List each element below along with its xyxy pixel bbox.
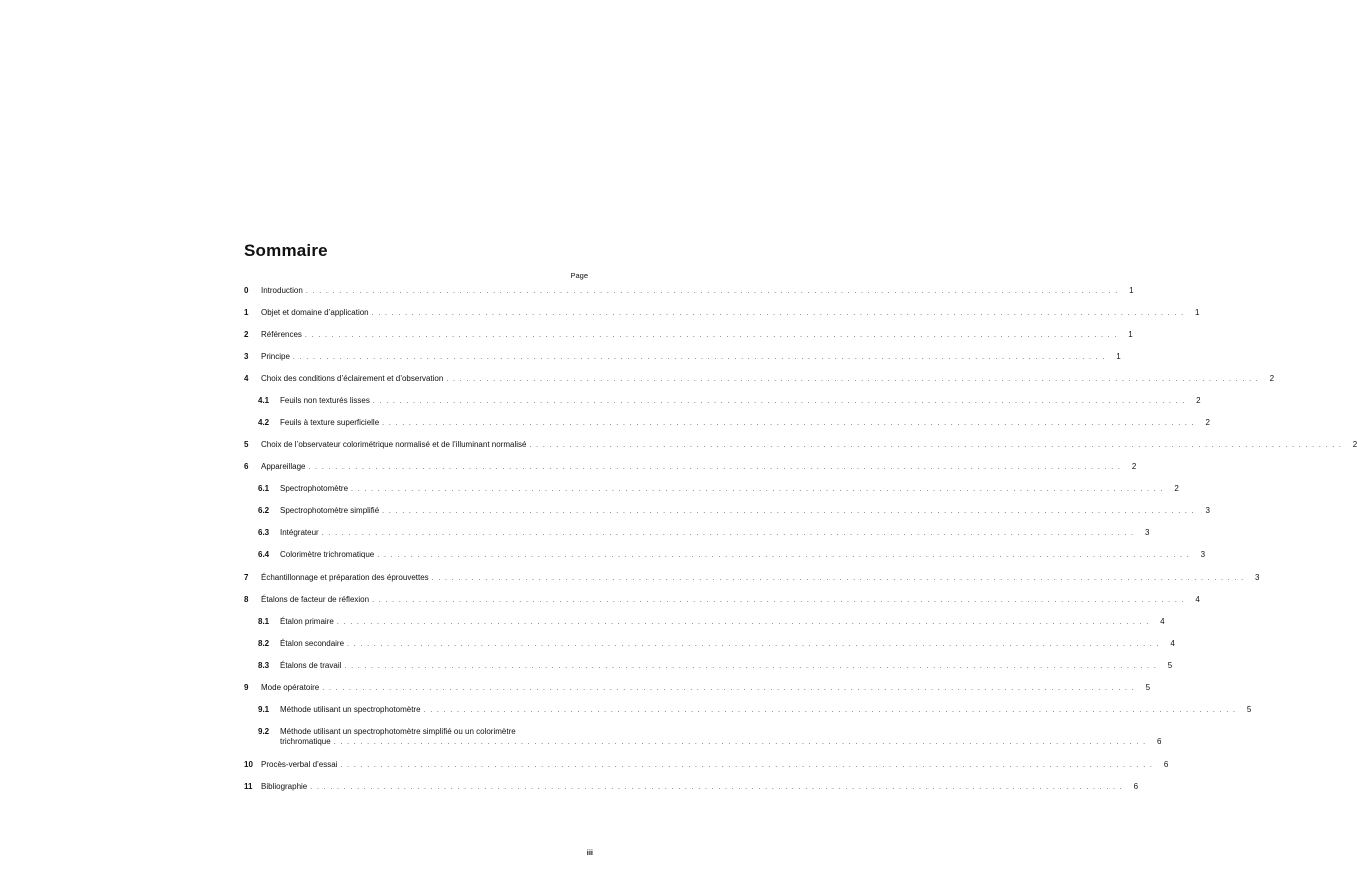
toc-entry-number: 11 — [244, 782, 253, 791]
toc-entry-page: 4 — [1195, 595, 1200, 604]
toc-entry-label: Spectrophotomètre simplifié — [280, 506, 380, 515]
toc-entry — [258, 727, 1162, 749]
toc-entry-label: Spectrophotomètre — [280, 484, 349, 493]
toc-entry-number: 7 — [244, 573, 249, 582]
toc-entry-page: 2 — [1174, 484, 1179, 493]
toc-entry-number: 10 — [244, 760, 253, 769]
toc-entry-label: Échantillonnage et préparation des éprouvettes — [261, 573, 429, 582]
toc-entry-number: 3 — [244, 352, 249, 361]
toc-entry — [258, 484, 1179, 495]
toc-entry — [244, 330, 1133, 341]
toc-entry — [258, 506, 1210, 517]
toc-entry-text — [280, 727, 1161, 748]
dot-leader — [340, 761, 1153, 771]
toc-entry-page: 1 — [1129, 286, 1134, 295]
dot-leader — [310, 783, 1123, 793]
dot-leader — [322, 684, 1135, 694]
toc-entry-page: 3 — [1200, 550, 1206, 559]
toc-entry-label: Feuils à texture superficielle — [280, 418, 380, 427]
toc-entry-label: Étalons de facteur de réflexion — [261, 595, 370, 604]
toc-entry-label-continued: trichromatique — [280, 737, 331, 746]
toc-entry-page: 4 — [1160, 617, 1165, 626]
toc-entry-number: 8.2 — [258, 639, 270, 648]
toc-entry-page: 2 — [1131, 462, 1137, 471]
dot-leader — [351, 485, 1164, 495]
dot-leader — [446, 375, 1259, 385]
toc-entry-number: 8 — [244, 595, 249, 604]
toc-entry-label: Mode opératoire — [261, 683, 320, 692]
toc-entry-number: 9 — [244, 683, 249, 692]
toc-entry-page: 1 — [1194, 308, 1200, 317]
toc-entry-page: 2 — [1205, 418, 1210, 427]
toc-entry-number: 6.1 — [258, 484, 270, 493]
toc-entry-label: Introduction — [261, 286, 303, 295]
toc-entry-label: Bibliographie — [261, 782, 308, 791]
dot-leader — [322, 529, 1135, 539]
dot-leader — [334, 738, 1147, 748]
dot-leader — [424, 706, 1237, 716]
toc-entry-label: Méthode utilisant un spectrophotomètre simplifié ou un colorimètre — [280, 727, 516, 736]
toc-entry — [244, 308, 1200, 319]
toc-entry — [244, 374, 1275, 385]
toc-entry-number: 6 — [244, 462, 249, 471]
toc-entry-label: Références — [261, 330, 302, 339]
toc-entry-page: 3 — [1205, 506, 1210, 515]
toc-entry-number: 8.3 — [258, 661, 270, 670]
toc-entry-label: Méthode utilisant un spectrophotomètre — [280, 705, 421, 714]
toc-entry-label: Étalon primaire — [280, 617, 334, 626]
toc-entry — [244, 573, 1260, 584]
toc-entry-page: 3 — [1255, 573, 1260, 582]
toc-entry-number: 6.4 — [258, 550, 270, 559]
toc-entry-number: 2 — [244, 330, 249, 339]
dot-leader — [372, 309, 1185, 319]
page-column-header: Page — [570, 271, 588, 280]
toc-entry — [258, 550, 1206, 561]
dot-leader — [337, 618, 1150, 628]
toc-entry — [258, 639, 1175, 650]
toc-entry-label: Choix de l’observateur colorimétrique normalisé et de l’illuminant normalisé — [261, 440, 527, 449]
dot-leader — [372, 596, 1185, 606]
toc-entry — [244, 352, 1121, 363]
toc-entry — [258, 617, 1165, 628]
toc-entry-number: 9.1 — [258, 705, 270, 714]
toc-entry-number: 5 — [244, 440, 249, 449]
toc-entry-label: Colorimètre trichromatique — [280, 550, 375, 559]
toc-entry-label: Appareillage — [261, 462, 306, 471]
toc-entry — [244, 760, 1169, 771]
toc-entry — [258, 418, 1210, 429]
toc-entry-number: 4 — [244, 374, 249, 383]
toc-entry-page: 2 — [1196, 396, 1201, 405]
toc-entry — [258, 528, 1150, 539]
dot-leader — [293, 353, 1106, 363]
toc-entry-page: 6 — [1133, 782, 1139, 791]
toc-entry-page: 2 — [1269, 374, 1275, 383]
toc-entry-label: Objet et domaine d’application — [261, 308, 369, 317]
dot-leader — [382, 507, 1195, 517]
toc-entry — [244, 440, 1357, 451]
toc-entry-number: 1 — [244, 308, 249, 317]
toc-entry-label: Principe — [261, 352, 290, 361]
dot-leader — [432, 574, 1245, 584]
page-folio: iii — [586, 848, 593, 857]
toc-entry-number: 4.1 — [258, 396, 270, 405]
toc-entry — [244, 782, 1139, 793]
toc-entry-number: 8.1 — [258, 617, 270, 626]
toc-entry — [244, 595, 1200, 606]
toc-entry-label: Intégrateur — [280, 528, 319, 537]
dot-leader — [382, 419, 1195, 429]
toc-entry — [244, 683, 1151, 694]
toc-entry — [244, 286, 1134, 297]
toc-entry-label: Procès-verbal d’essai — [261, 760, 338, 769]
toc-entry-page: 5 — [1145, 683, 1151, 692]
toc-entry-label: Étalon secondaire — [280, 639, 345, 648]
toc-entry-number: 0 — [244, 286, 249, 295]
toc-entry — [258, 661, 1173, 672]
toc-entry — [244, 462, 1137, 473]
toc-entry-number: 9.2 — [258, 727, 270, 736]
dot-leader — [373, 397, 1186, 407]
toc-entry-page: 6 — [1157, 737, 1162, 746]
dot-leader — [305, 331, 1118, 341]
dot-leader — [344, 662, 1157, 672]
toc-entry-page: 5 — [1167, 661, 1173, 670]
toc-entry-number: 6.2 — [258, 506, 270, 515]
toc-entry-page: 2 — [1352, 440, 1357, 449]
toc-entry-page: 5 — [1246, 705, 1252, 714]
dot-leader — [306, 287, 1119, 297]
toc-entry — [258, 705, 1252, 716]
toc-entry-number: 4.2 — [258, 418, 270, 427]
toc-entry-label: Feuils non texturés lisses — [280, 396, 370, 405]
toc-entry-page: 4 — [1170, 639, 1175, 648]
toc-entry-page: 6 — [1163, 760, 1169, 769]
dot-leader — [529, 441, 1342, 451]
dot-leader — [347, 640, 1160, 650]
toc-entry-page: 1 — [1128, 330, 1133, 339]
toc-entry-label: Choix des conditions d’éclairement et d’observation — [261, 374, 444, 383]
toc-entry-number: 6.3 — [258, 528, 270, 537]
toc-entry-page: 1 — [1116, 352, 1121, 361]
toc-entry — [258, 396, 1201, 407]
toc-entry-label: Étalons de travail — [280, 661, 342, 670]
dot-leader — [377, 551, 1190, 561]
toc-entry-page: 3 — [1145, 528, 1150, 537]
dot-leader — [308, 463, 1121, 473]
page-title: Sommaire — [244, 241, 328, 260]
